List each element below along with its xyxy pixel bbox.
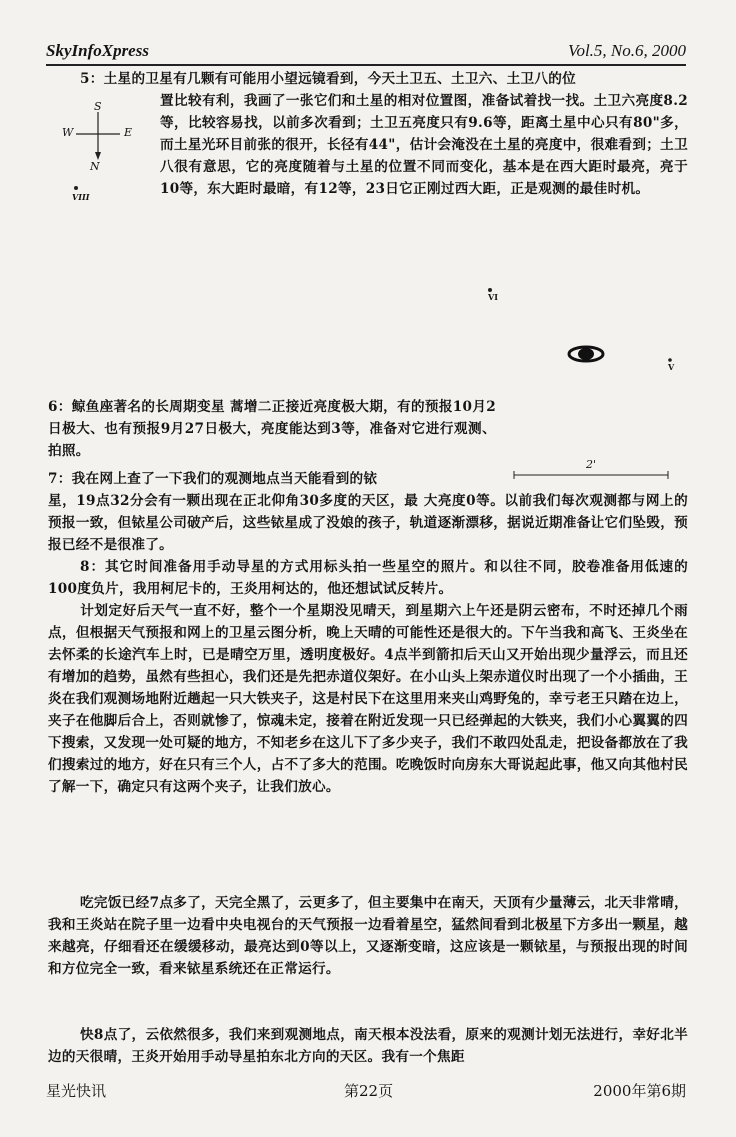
body-paragraph-2 <box>48 892 688 980</box>
item-7-first-line <box>48 468 496 490</box>
saturn-figure <box>470 280 700 490</box>
item-7-first-text: 7：我在网上查了一下我们的观测地点当天能看到的铱 <box>48 471 378 487</box>
item-5-first-line <box>48 68 688 90</box>
item-6-text: 6：鲸鱼座著名的长周期变星 蒿增二正接近亮度极大期，有的预报10月2日极大、也有预报9月27日极大，亮度能达到3等，准备对它进行观测、拍照。 <box>48 399 496 459</box>
item-8 <box>48 556 688 600</box>
moon-vi-label: VI <box>488 292 498 302</box>
compass-east-label: E <box>124 126 133 139</box>
compass-bottom-label: N <box>90 160 100 173</box>
compass-arrow <box>95 152 101 160</box>
body-paragraph-3-text: 快8点了，云依然很多，我们来到观测地点，南天根本没法看，原来的观测计划无法进行，幸好北半边的天很晴，王炎开始用手动导星拍东北方向的天区。我有一个焦距 <box>48 1027 688 1065</box>
body-paragraph-3 <box>48 1024 688 1068</box>
item-8-text: 8：其它时间准备用手动导星的方式用标头拍一些星空的照片。和以往不同，胶卷准备用低速的100度负片，我用柯尼卡的，王炎用柯达的，他还想试试反转片。 <box>48 559 688 597</box>
body-paragraph-2-text: 吃完饭已经7点多了，天完全黑了，云更多了，但主要集中在南天，天顶有少量薄云，北天非常晴，我和王炎站在院子里一边看中央电视台的天气预报一边看着星空，猛然间看到北极星下方多出一颗星，越来越亮，仔细看还在缓缓移动，最亮达到0等以上，又逐渐变暗，这应该是一颗铱星，与预报出现的时间和方位完全一致，看来铱星系统还在正常运行。 <box>48 895 688 977</box>
item-5-first-text: 5：土星的卫星有几颗有可能用小望远镜看到，今天土卫五、土卫六、土卫八的位 <box>80 71 577 87</box>
saturn-svg <box>470 280 700 490</box>
saturn-body <box>578 348 594 360</box>
scale-label: 2' <box>586 458 597 471</box>
page-header <box>46 38 686 66</box>
body-paragraph-1 <box>48 600 688 798</box>
page-footer <box>46 1080 686 1104</box>
footer-publication: 星光快讯 <box>46 1082 107 1100</box>
item-5-body: 置比较有利，我画了一张它们和土星的相对位置图，准备试着找一找。土卫六亮度8.2等，比较容易找，以前多次看到；土卫五亮度只有9.6等，距离土星中心只有80"多，而土星光环目前张的很开，长径有44"，估计会淹没在土星的亮度中，很难看到；土卫八很有意思，它的亮度随着与土星的位置不同而变化，基本是在西大距时最亮，亮于10等，东大距时最暗，有12等，23日它正刚过西大距，正是观测的最佳时机。 <box>160 93 688 197</box>
journal-title: SkyInfoXpress <box>46 41 149 60</box>
item-7-rest: 星，19点32分会有一颗出现在正北仰角30多度的天区，最 大亮度0等。以前我们每次观测都与网上的预报一致，但铱星公司破产后，这些铱星成了没娘的孩子，轨道逐渐漂移，据说近期准备让它们坠毁，预报已经不是很准了。 <box>48 493 688 553</box>
compass-west-label: W <box>62 126 74 139</box>
moon-viii-dot <box>74 186 78 190</box>
body-paragraph-1-text: 计划定好后天气一直不好，整个一个星期没见晴天，到星期六上午还是阴云密布，不时还掉几个雨点，但根据天气预报和网上的卫星云图分析，晚上天晴的可能性还是很大的。下午当我和高飞、王炎坐在去怀柔的长途汽车上时，已是晴空万里，透明度极好。4点半到箭扣后天山又开始出现少量浮云，而且还有增加的趋势，虽然有些担心，我们还是先把赤道仪架好。在小山头上架赤道仪时出现了一个小插曲，王炎在我们观测场地附近趟起一只大铁夹子，这是村民下在这里用来夹山鸡野兔的，幸亏老王只踏在边上，夹子在他脚后合上，否则就惨了，惊魂未定，接着在附近发现一只已经弹起的大铁夹，我们小心翼翼的四下搜索，又发现一处可疑的地方，不知老乡在这儿下了多少夹子，我们不敢四处乱走，把设备都放在了我们搜索过的地方，好在只有三个人，占不了多大的范围。吃晚饭时向房东大哥说起此事，他又向其他村民了解一下，确定只有这两个夹子，让我们放心。 <box>48 603 688 795</box>
item-6 <box>48 396 496 462</box>
compass-diagram <box>62 100 152 210</box>
moon-viii-label: VIII <box>72 192 90 202</box>
issue-info: Vol.5, No.6, 2000 <box>567 41 686 60</box>
footer-issue: 2000年第6期 <box>593 1082 686 1100</box>
footer-page-number: 第22页 <box>344 1082 394 1100</box>
moon-v-label: V <box>668 362 675 372</box>
compass-top-label: S <box>94 100 102 113</box>
